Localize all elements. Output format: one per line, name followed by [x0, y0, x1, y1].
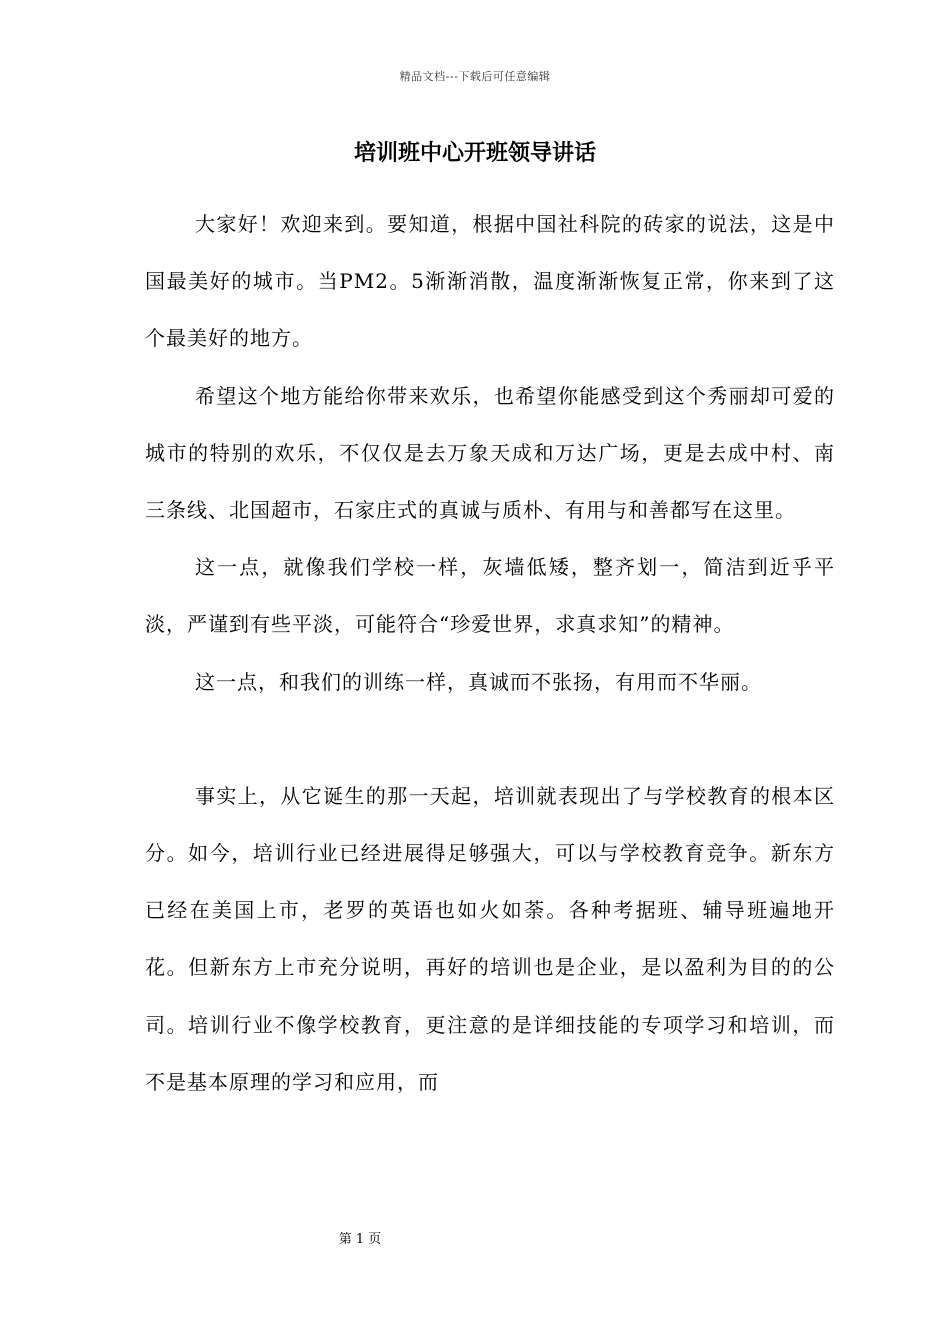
- blank-line: [145, 711, 835, 768]
- paragraph-3: 这一点，就像我们学校一样，灰墙低矮，整齐划一，简洁到近乎平淡，严谨到有些平淡，可能符合“珍爱世界，求真求知”的精神。: [145, 555, 835, 637]
- paragraph-4: 这一点，和我们的训练一样，真诚而不张扬，有用而不华丽。: [195, 669, 762, 694]
- paragraph-1: 大家好！欢迎来到。要知道，根据中国社科院的砖家的说法，这是中国最美好的城市。当PM2。5渐渐消散，温度渐渐恢复正常，你来到了这个最美好的地方。: [145, 212, 835, 351]
- document-body: [145, 196, 835, 1111]
- paragraph-2: 希望这个地方能给你带来欢乐，也希望你能感受到这个秀丽却可爱的城市的特别的欢乐，不仅仅是去万象天成和万达广场，更是去成中村、南三条线、北国超市，石家庄式的真诚与质朴、有用与和善都写在这里。: [145, 383, 835, 523]
- page-number: 第 1 页: [338, 1232, 382, 1247]
- document-title: 培训班中心开班领导讲话: [353, 140, 596, 166]
- paragraph-5: 事实上，从它诞生的那一天起，培训就表现出了与学校教育的根本区分。如今，培训行业已经进展得足够强大，可以与学校教育竞争。新东方已经在美国上市，老罗的英语也如火如荼。各种考据班、辅导班遍地开花。但新东方上市充分说明，再好的培训也是企业，是以盈利为目的的公司。培训行业不像学校教育，更注意的是详细技能的专项学习和培训，而不是基本原理的学习和应用，而: [145, 783, 835, 1094]
- page-header: 精品文档---下载后可任意编辑: [399, 70, 551, 83]
